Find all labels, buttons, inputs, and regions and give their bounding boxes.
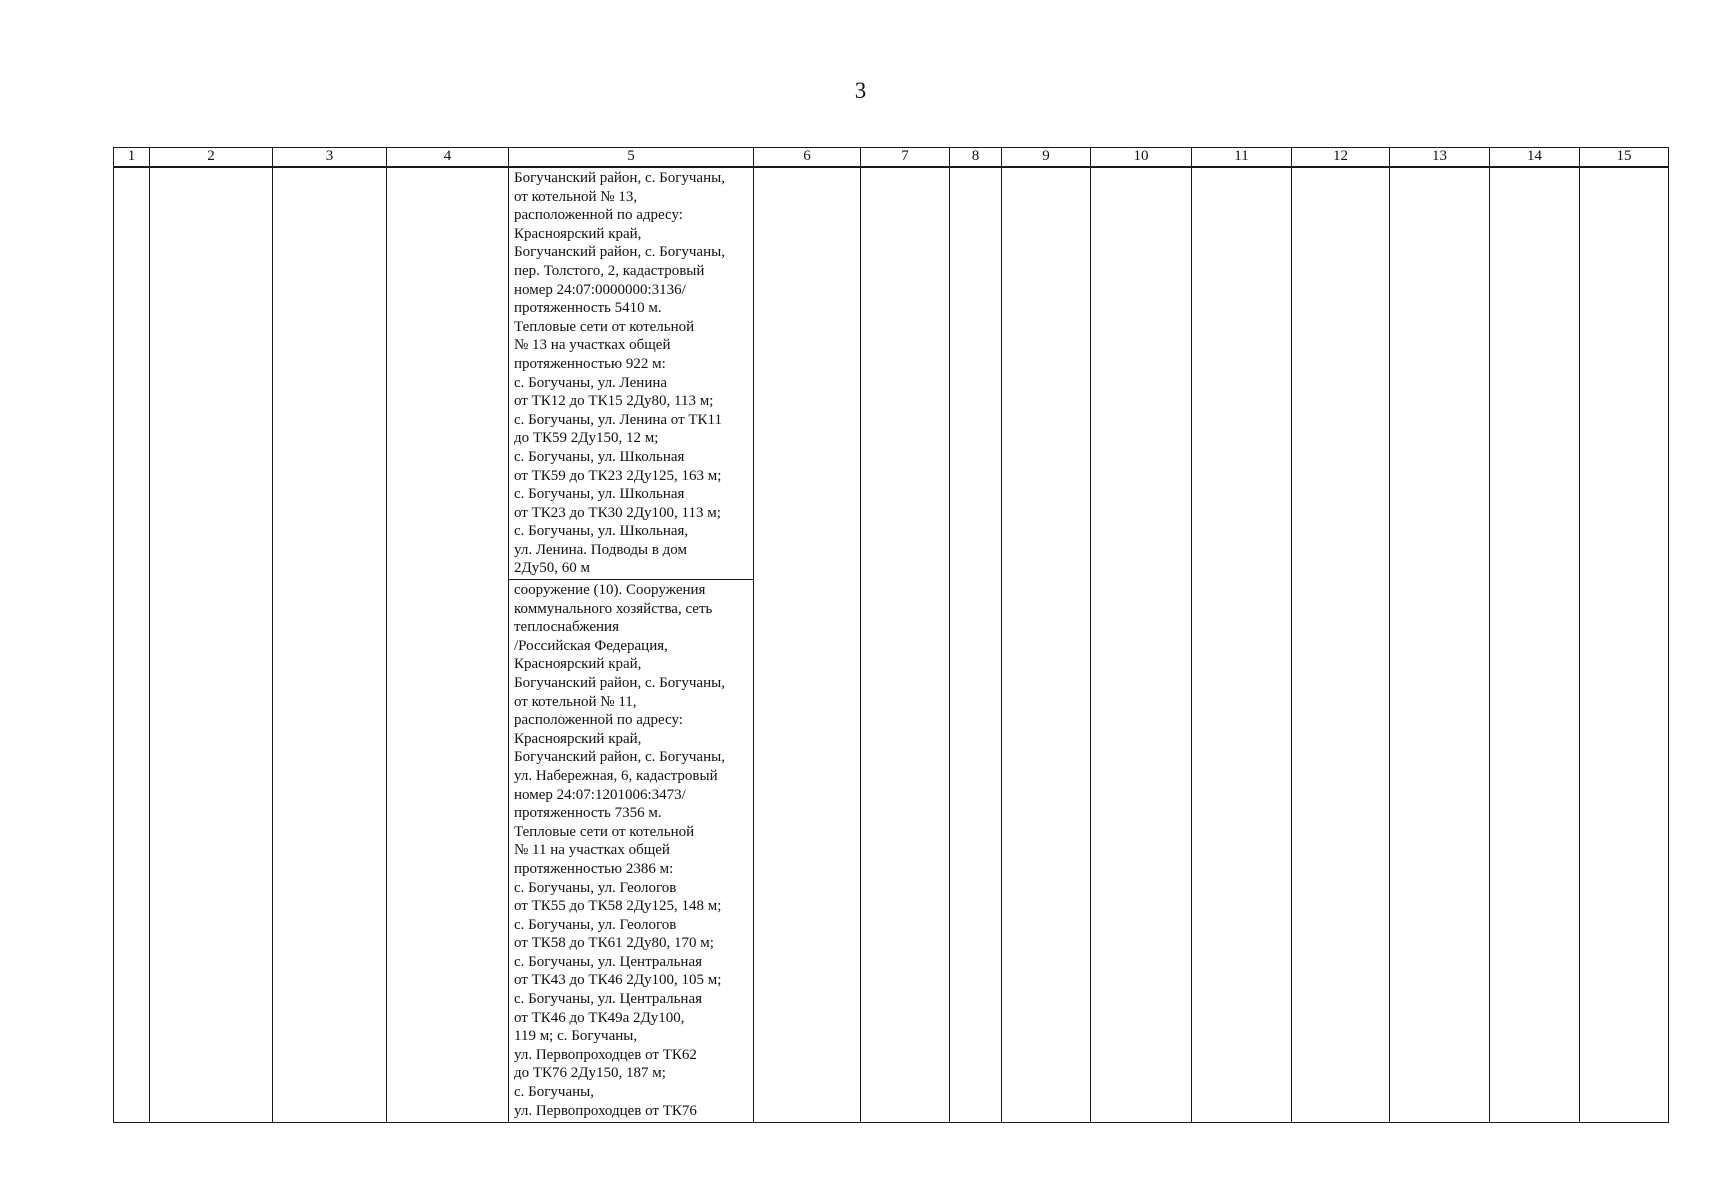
table-cell-col1: [114, 167, 150, 1123]
table-cell-col10: [1091, 167, 1192, 1123]
column-header-4: 4: [387, 148, 509, 168]
heating-network-description-kotelnaya-13: Богучанский район, с. Богучаны, от котельной № 13, расположенной по адресу: Красноярский край, Богучанский район, с. Богучаны, пер. Толстого, 2, кадастровый номер 24:07:0000000:3136/ протяженность 5410 м. Тепловые сети от котельной № 13 на участках общей протяженностью 922 м: с. Богучаны, ул. Ленина от ТК12 до ТК15 2Ду80, 113 м; с. Богучаны, ул. Ленина от ТК11 до ТК59 2Ду150, 12 м; с. Богучаны, ул. Школьная от ТК59 до ТК23 2Ду125, 163 м; с. Богучаны, ул. Школьная от ТК23 до ТК30 2Ду100, 113 м; с. Богучаны, ул. Школьная, ул. Ленина. Подводы в дом 2Ду50, 60 м: [509, 168, 753, 580]
column-header-6: 6: [754, 148, 861, 168]
column-header-12: 12: [1292, 148, 1390, 168]
table-row: [114, 167, 1669, 1123]
table-cell-col11: [1192, 167, 1292, 1123]
column-header-15: 15: [1580, 148, 1669, 168]
table-cell-col8: [950, 167, 1002, 1123]
column-header-11: 11: [1192, 148, 1292, 168]
column-header-9: 9: [1002, 148, 1091, 168]
heating-network-description-kotelnaya-11: сооружение (10). Сооружения коммунального хозяйства, сеть теплоснабжения /Российская Федерация, Красноярский край, Богучанский район, с. Богучаны, от котельной № 11, расположенной по адресу: Красноярский край, Богучанский район, с. Богучаны, ул. Набережная, 6, кадастровый номер 24:07:1201006:3473/ протяженность 7356 м. Тепловые сети от котельной № 11 на участках общей протяженностью 2386 м: с. Богучаны, ул. Геологов от ТК55 до ТК58 2Ду125, 148 м; с. Богучаны, ул. Геологов от ТК58 до ТК61 2Ду80, 170 м; с. Богучаны, ул. Центральная от ТК43 до ТК46 2Ду100, 105 м; с. Богучаны, ул. Центральная от ТК46 до ТК49а 2Ду100, 119 м; с. Богучаны, ул. Первопроходцев от ТК62 до ТК76 2Ду150, 187 м; с. Богучаны, ул. Первопроходцев от ТК76: [514, 582, 725, 1119]
table-cell-col14: [1490, 167, 1580, 1123]
column-header-8: 8: [950, 148, 1002, 168]
table-cell-col4: [387, 167, 509, 1123]
header-row: [114, 148, 1669, 168]
column-header-5: 5: [509, 148, 754, 168]
table-cell-col9: [1002, 167, 1091, 1123]
column-header-2: 2: [150, 148, 273, 168]
column-header-3: 3: [273, 148, 387, 168]
document-table: [113, 147, 1669, 1123]
table-cell-col5: [509, 167, 754, 1123]
column-header-1: 1: [114, 148, 150, 168]
table-cell-col2: [150, 167, 273, 1123]
table-cell-col15: [1580, 167, 1669, 1123]
column-header-13: 13: [1390, 148, 1490, 168]
column-header-14: 14: [1490, 148, 1580, 168]
table-cell-col7: [861, 167, 950, 1123]
table-cell-col12: [1292, 167, 1390, 1123]
table-cell-col6: [754, 167, 861, 1123]
table-cell-col13: [1390, 167, 1490, 1123]
table-cell-col3: [273, 167, 387, 1123]
page-number: 3: [854, 78, 867, 103]
column-header-7: 7: [861, 148, 950, 168]
column-header-10: 10: [1091, 148, 1192, 168]
